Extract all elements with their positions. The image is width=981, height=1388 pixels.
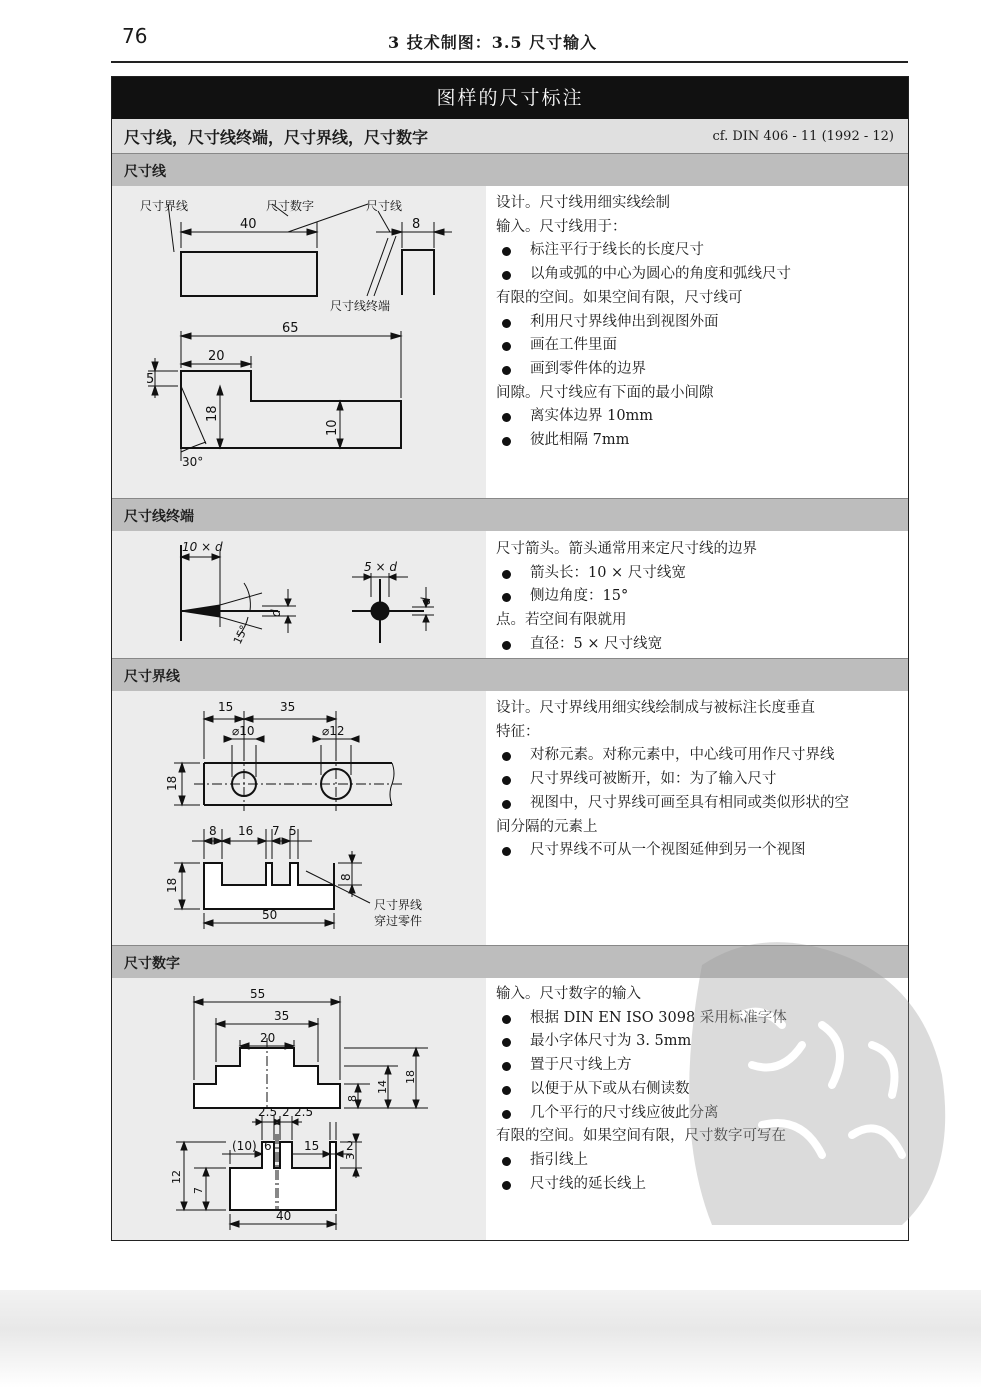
dim-7: 7 xyxy=(192,1187,205,1194)
label-d-arrow: d xyxy=(269,609,283,617)
text-dimension-line xyxy=(496,192,791,453)
dim-7: 7 xyxy=(272,824,280,838)
dim-5: 5 xyxy=(289,824,297,838)
dim-2-5-left: 2.5 xyxy=(258,1105,278,1119)
dim-2-right: 2 xyxy=(346,1139,354,1153)
bullet-item: 标注平行于线长的长度尺寸 xyxy=(496,239,791,263)
bullet-item: 指引线上 xyxy=(496,1149,787,1173)
panel-subtitle: 尺寸线，尺寸线终端，尺寸界线，尺寸数字 xyxy=(124,128,429,147)
dim-2: 2 xyxy=(282,1105,290,1119)
bullet-item: 以便于从下或从右侧读数 xyxy=(496,1078,787,1102)
bullet-item: 离实体边界 10mm xyxy=(496,405,791,429)
text-line: 设计。尺寸界线用细实线绘制成与被标注长度垂直 xyxy=(496,700,815,716)
bullet-item: 置于尺寸线上方 xyxy=(496,1054,787,1078)
dim-10-ref: (10) xyxy=(232,1139,257,1153)
bullet-item: 画在工件里面 xyxy=(496,334,791,358)
dim-2-5-right: 2.5 xyxy=(294,1105,314,1119)
dim-65: 65 xyxy=(282,321,299,336)
dim-16: 16 xyxy=(238,824,254,838)
dimension-numbers-drawing xyxy=(112,978,486,1240)
bullet-item: 尺寸线的延长线上 xyxy=(496,1173,787,1197)
watermark-stamp xyxy=(672,925,962,1235)
bullet-item: 根据 DIN EN ISO 3098 采用标准字体 xyxy=(496,1007,787,1031)
text-line: 有限的空间。如果空间有限，尺寸线可 xyxy=(496,289,743,306)
bullet-item: 尺寸界线可被断开，如：为了输入尺寸 xyxy=(496,768,849,792)
dim-50: 50 xyxy=(262,908,278,922)
extension-line-drawing xyxy=(112,691,486,945)
text-line: 设计。尺寸线用细实线绘制 xyxy=(496,195,670,211)
text-line: 点。若空间有限就用 xyxy=(496,612,627,629)
dim-8: 8 xyxy=(412,217,421,232)
dim-35: 35 xyxy=(274,1009,290,1023)
dim-15: 15 xyxy=(304,1139,320,1153)
text-extension-line xyxy=(496,697,849,863)
dim-6: 6 xyxy=(264,1139,272,1153)
bullet-item: 直径：5 × 尺寸线宽 xyxy=(496,633,757,657)
panel-title: 图样的尺寸标注 xyxy=(112,77,908,119)
text-terminator xyxy=(496,538,757,657)
text-line: 尺寸箭头。箭头通常用来定尺寸线的边界 xyxy=(496,541,757,557)
label-terminator: 尺寸线终端 xyxy=(330,299,391,313)
bullet-item: 侧边角度：15° xyxy=(496,585,757,609)
bullet-item: 几个平行的尺寸线应彼此分离 xyxy=(496,1102,787,1126)
dim-18: 18 xyxy=(205,405,220,422)
dim-20: 20 xyxy=(208,349,225,364)
label-extension-line: 尺寸界线 xyxy=(140,199,189,213)
dim-55: 55 xyxy=(250,987,266,1001)
bullet-item: 利用尺寸界线伸出到视图外面 xyxy=(496,311,791,335)
bullet-item: 最小字体尺寸为 3. 5mm xyxy=(496,1030,787,1054)
label-dimension-number: 尺寸数字 xyxy=(266,199,315,213)
dimension-line-drawing xyxy=(112,186,486,498)
terminator-drawing xyxy=(112,531,486,658)
text-line: 输入。尺寸线用于： xyxy=(496,218,627,235)
section-heading-terminator: 尺寸线终端 xyxy=(112,498,908,532)
dim-8-right: 8 xyxy=(339,873,353,881)
text-line: 输入。尺寸数字的输入 xyxy=(496,986,641,1002)
note-extension-line: 尺寸界线 xyxy=(374,898,423,912)
section-heading-dimension-line: 尺寸线 xyxy=(112,153,908,187)
dim-phi12: ⌀12 xyxy=(322,724,345,738)
dim-5: 5 xyxy=(146,372,155,387)
text-line: 间隙。尺寸线应有下面的最小间隙 xyxy=(496,384,714,401)
dim-18-lower: 18 xyxy=(165,877,179,893)
section-heading-extension-line: 尺寸界线 xyxy=(112,658,908,692)
bullet-item: 对称元素。对称元素中，中心线可用作尺寸界线 xyxy=(496,744,849,768)
dim-phi10: ⌀10 xyxy=(232,724,255,738)
bullet-item: 视图中，尺寸界线可画至具有相同或类似形状的空 xyxy=(496,792,849,816)
dim-8: 8 xyxy=(209,824,217,838)
dim-15: 15 xyxy=(218,700,234,714)
dim-18-upper: 18 xyxy=(165,775,179,791)
bullet-item: 画到零件体的边界 xyxy=(496,358,791,382)
angle-30: 30° xyxy=(182,455,204,469)
text-line: 特征： xyxy=(496,723,540,740)
label-angle-15: 15° xyxy=(230,623,251,647)
dim-18: 18 xyxy=(404,1070,417,1084)
running-head: 3 技术制图：3.5 尺寸输入 xyxy=(388,33,598,52)
dim-14: 14 xyxy=(376,1080,389,1094)
page-number: 76 xyxy=(122,24,148,48)
label-arrow-length: 10 × d xyxy=(182,540,223,554)
panel-subtitle-bar xyxy=(112,119,908,154)
header-rule xyxy=(111,61,908,63)
dim-3: 3 xyxy=(344,1153,357,1160)
section-heading-dimension-numbers: 尺寸数字 xyxy=(112,945,908,979)
text-line: 有限的空间。如果空间有限，尺寸数字可写在 xyxy=(496,1128,786,1145)
dim-40: 40 xyxy=(276,1209,292,1223)
bullet-item: 以角或弧的中心为圆心的角度和弧线尺寸 xyxy=(496,263,791,287)
standard-reference: cf. DIN 406 - 11 (1992 - 12) xyxy=(712,129,894,144)
label-dimension-line: 尺寸线 xyxy=(366,199,403,213)
dim-40: 40 xyxy=(240,217,257,232)
dim-35: 35 xyxy=(280,700,296,714)
label-dot-diameter: 5 × d xyxy=(364,560,397,574)
dim-20: 20 xyxy=(260,1031,276,1045)
bullet-item: 尺寸界线不可从一个视图延伸到另一个视图 xyxy=(496,839,849,863)
text-line: 间分隔的元素上 xyxy=(496,818,598,835)
dim-12: 12 xyxy=(170,1170,183,1184)
dim-10: 10 xyxy=(325,419,340,436)
bullet-item: 箭头长：10 × 尺寸线宽 xyxy=(496,562,757,586)
label-d-dot: d xyxy=(419,597,433,605)
page-bottom-shadow xyxy=(0,1290,981,1388)
dim-8: 8 xyxy=(346,1095,359,1102)
note-through-part: 穿过零件 xyxy=(374,914,423,928)
bullet-item: 彼此相隔 7mm xyxy=(496,429,791,453)
